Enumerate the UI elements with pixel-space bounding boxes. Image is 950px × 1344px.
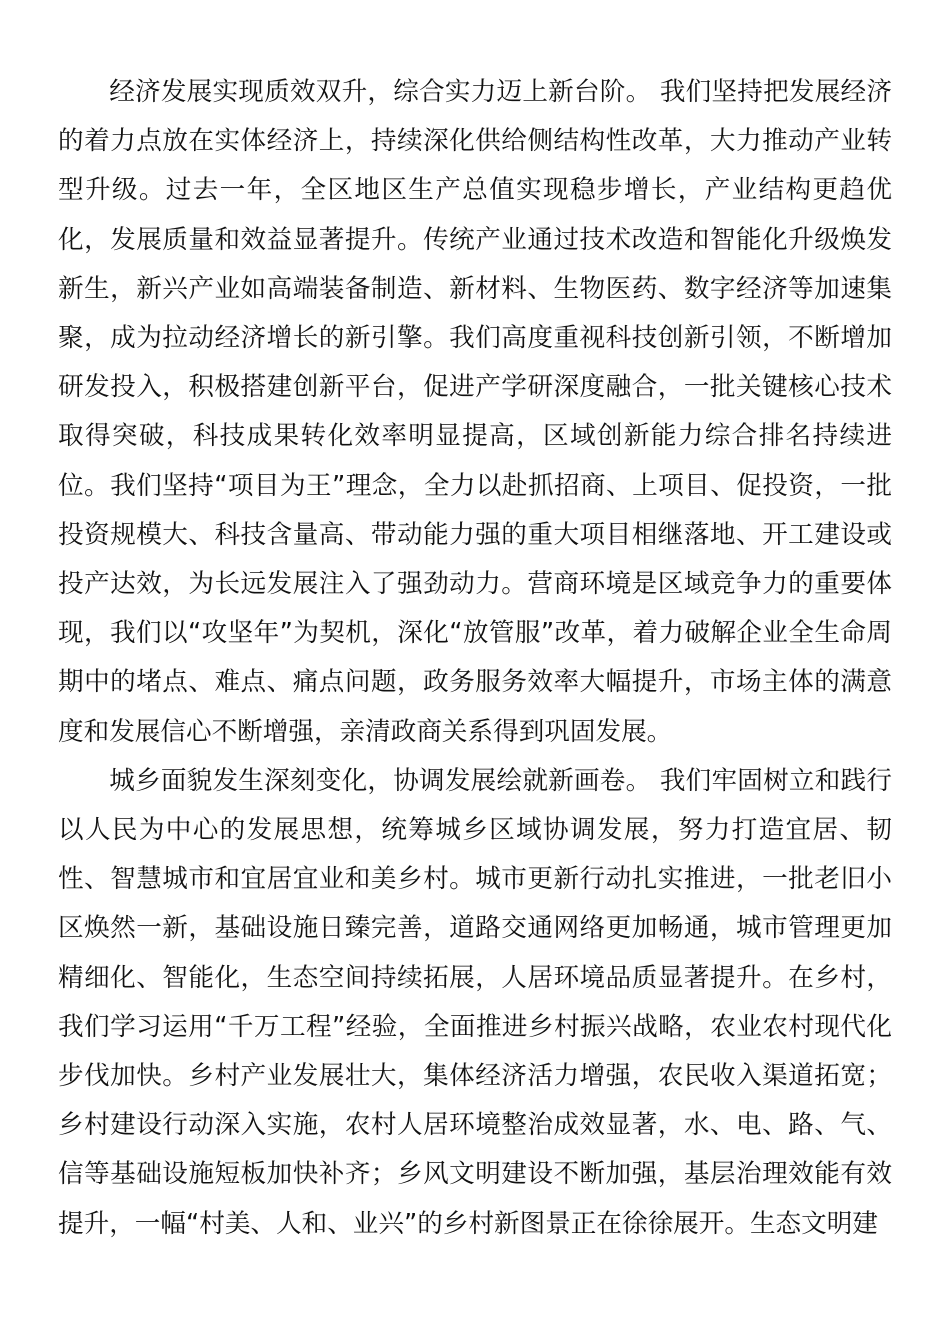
document-page [58, 68, 892, 1249]
paragraph-economy [58, 68, 892, 757]
lead-gap [651, 766, 659, 796]
paragraph-body: 我们牢固树立和践行以人民为中心的发展思想，统筹城乡区域协调发展，努力打造宜居、韧性、智慧城市和宜居宜业和美乡村。城市更新行动扎实推进，一批老旧小区焕然一新，基础设施日臻完善，道路交通网络更加畅通，城市管理更加精细化、智能化，生态空间持续拓展，人居环境品质显著提升。在乡村，我们学习运用“千万工程”经验，全面推进乡村振兴战略，农业农村现代化步伐加快。乡村产业发展壮大，集体经济活力增强，农民收入渠道拓宽；乡村建设行动深入实施，农村人居环境整治成效显著，水、电、路、气、信等基础设施短板加快补齐；乡风文明建设不断加强，基层治理效能有效提升，一幅“村美、人和、业兴”的乡村新图景正在徐徐展开。生态文明建 [58, 765, 892, 1239]
paragraph-lead: 城乡面貌发生深刻变化，协调发展绘就新画卷。 [109, 765, 652, 796]
lead-gap [651, 77, 659, 107]
paragraph-body: 我们坚持把发展经济的着力点放在实体经济上，持续深化供给侧结构性改革，大力推动产业转型升级。过去一年，全区地区生产总值实现稳步增长，产业结构更趋优化，发展质量和效益显著提升。传统产业通过技术改造和智能化升级焕发新生，新兴产业如高端装备制造、新材料、生物医药、数字经济等加速集聚，成为拉动经济增长的新引擎。我们高度重视科技创新引领，不断增加研发投入，积极搭建创新平台，促进产学研深度融合，一批关键核心技术取得突破，科技成果转化效率明显提高，区域创新能力综合排名持续进位。我们坚持“项目为王”理念，全力以赴抓招商、上项目、促投资，一批投资规模大、科技含量高、带动能力强的重大项目相继落地、开工建设或投产达效，为长远发展注入了强劲动力。营商环境是区域竞争力的重要体现，我们以“攻坚年”为契机，深化“放管服”改革，着力破解企业全生命周期中的堵点、难点、痛点问题，政务服务效率大幅提升，市场主体的满意度和发展信心不断增强，亲清政商关系得到巩固发展。 [58, 77, 892, 747]
paragraph-lead: 经济发展实现质效双升，综合实力迈上新台阶。 [109, 77, 652, 107]
paragraph-urban-rural [58, 757, 892, 1249]
